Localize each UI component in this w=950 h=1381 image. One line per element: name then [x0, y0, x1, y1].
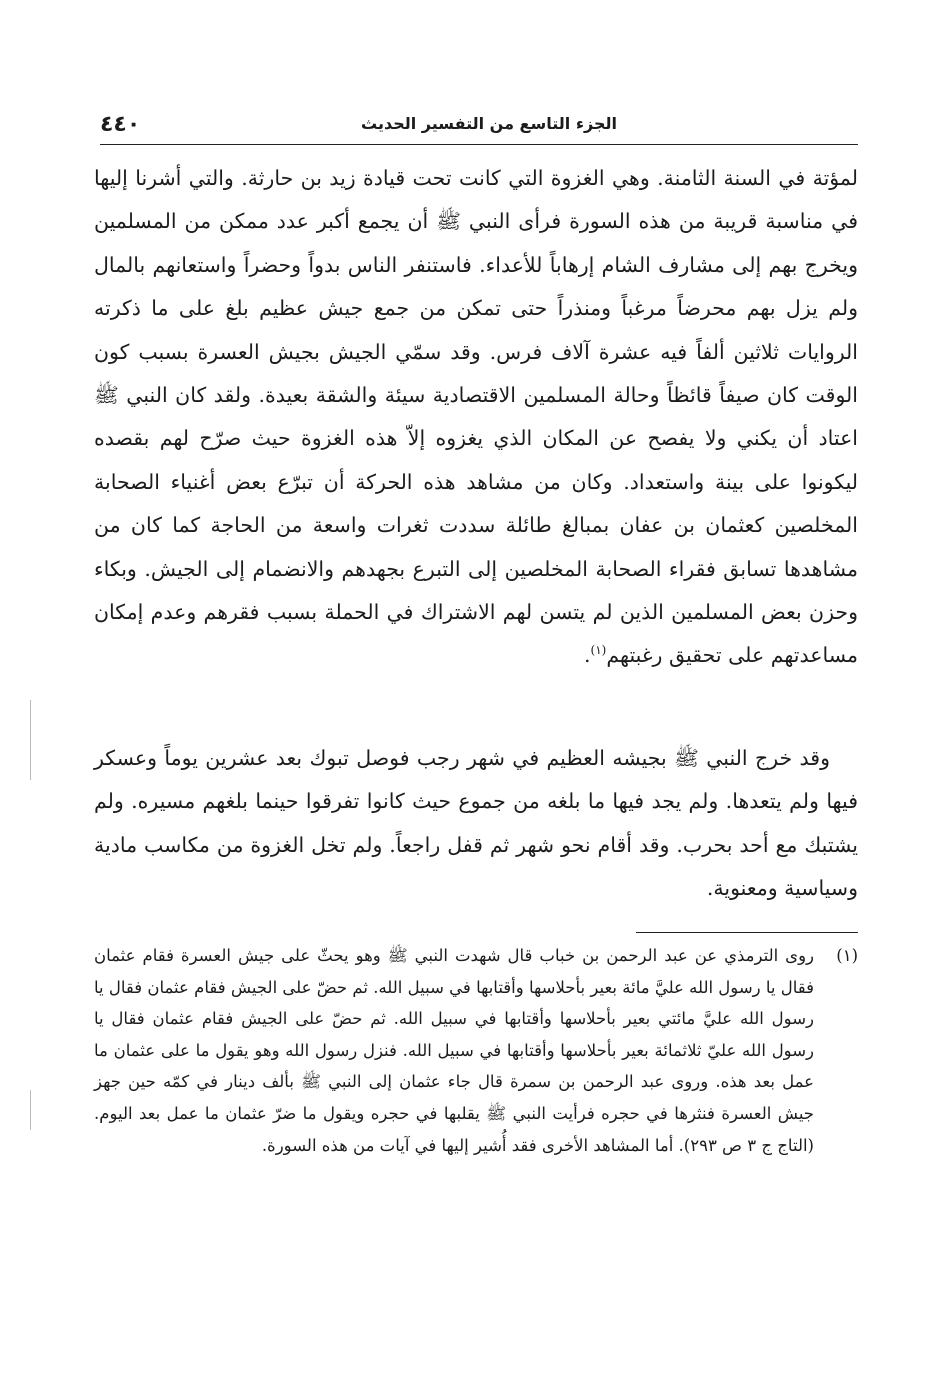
footnote-marker: (١) — [836, 946, 858, 965]
main-paragraph — [94, 157, 858, 678]
footnote-reference[interactable]: (١) — [590, 643, 607, 658]
scan-margin-line — [30, 700, 31, 780]
page-number: ٤٤٠ — [100, 112, 141, 137]
footnote — [94, 940, 858, 1161]
running-title: الجزء التاسع من التفسير الحديث — [361, 114, 617, 133]
second-paragraph: وقد خرج النبي ﷺ بجيشه العظيم في شهر رجب فوصل تبوك بعد عشرين يوماً وعسكر فيها ولم يتعدها. ولم يجد فيها ما بلغه من جموع حيث كانوا تفرقوا حينما بلغهم مسيره. ولم يشتبك مع أحد بحرب. وقد أقام نحو شهر ثم قفل راجعاً. ولم تخل الغزوة من مكاسب مادية وسياسية ومعنوية. — [94, 746, 858, 901]
paragraph-text: لمؤتة في السنة الثامنة. وهي الغزوة التي كانت تحت قيادة زيد بن حارثة. والتي أشرنا إليها في مناسبة قريبة من هذه السورة فرأى النبي ﷺ أن يجمع أكبر عدد ممكن من المسلمين ويخرج بهم إلى مشارف الشام إرهاباً للأعداء. فاستنفر الناس بدواً وحضراً واستعانهم بالمال ولم يزل بهم محرضاً مرغباً ومنذراً حتى تمكن من جمع جيش عظيم بلغ على ما ذكرته الروايات ثلاثين ألفاً فيه عشرة آلاف فرس. وقد سمّي الجيش بجيش العسرة بسبب كون الوقت كان صيفاً قائظاً وحالة المسلمين الاقتصادية سيئة والشقة بعيدة. ولقد كان النبي ﷺ اعتاد أن يكني ولا يفصح عن المكان الذي يغزوه إلاّ هذه الغزوة حيث صرّح لهم بقصده ليكونوا على بينة واستعداد. وكان من مشاهد هذه الحركة أن تبرّع بعض أغنياء الصحابة المخلصين كعثمان بن عفان بمبالغ طائلة سددت ثغرات واسعة من الحاجة كما كان من مشاهدها تسابق فقراء الصحابة المخلصين إلى التبرع بجهدهم والانضمام إلى الجيش. وبكاء وحزن بعض المسلمين الذين لم يتسن لهم الاشتراك في الحملة بسبب فقرهم وعدم إمكان مساعدتهم على تحقيق رغبتهم — [94, 166, 858, 668]
paragraph-end-mark: . — [584, 643, 591, 668]
footnote-divider — [636, 932, 858, 933]
footnote-text: روى الترمذي عن عبد الرحمن بن خباب قال شهدت النبي ﷺ وهو يحثّ على جيش العسرة فقام عثمان فقال يا رسول الله عليَّ مائة بعير بأحلاسها وأقتابها في سبيل الله. ثم حضّ على الجيش فقام عثمان فقال يا رسول الله عليَّ مائتي بعير بأحلاسها وأقتابها في سبيل الله. ثم حضّ على الجيش فقام عثمان فقال يا رسول الله عليّ ثلاثمائة بعير بأحلاسها وأقتابها في سبيل الله. فنزل رسول الله وهو يقول ما على عثمان ما عمل بعد هذه. وروى عبد الرحمن بن سمرة قال جاء عثمان إلى النبي ﷺ بألف دينار في كمّه حين جهز جيش العسرة فنثرها في حجره فرأيت النبي ﷺ يقلبها في حجره ويقول ما ضرّ عثمان ما عمل بعد اليوم. (التاج ج ٣ ص ٢٩٣). أما المشاهد الأخرى فقد أُشير إليها في آيات من هذه السورة. — [94, 946, 814, 1155]
scan-margin-line — [30, 1090, 31, 1130]
page-header — [100, 112, 858, 145]
